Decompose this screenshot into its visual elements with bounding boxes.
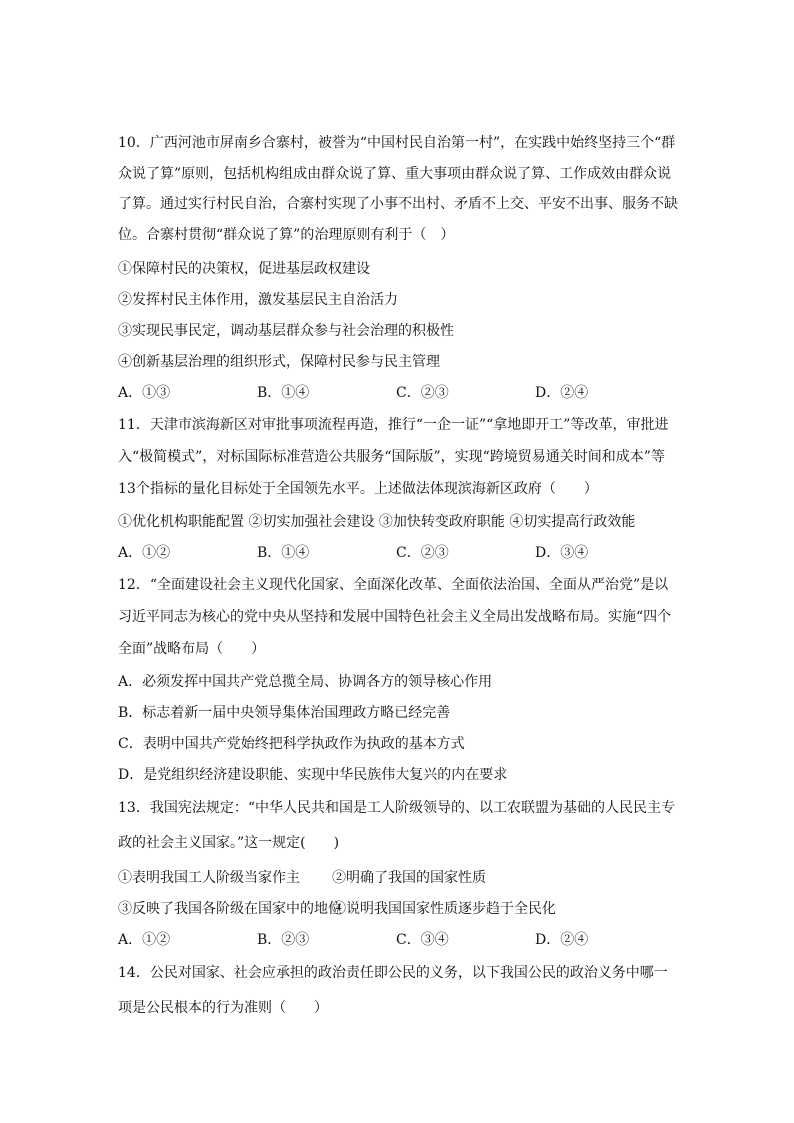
question-12-option-d: D．是党组织经济建设职能、实现中华民族伟大复兴的内在要求 [118,767,508,783]
question-13-choices [118,925,678,956]
choice-d: D．②④ [535,385,589,401]
question-13-item-4: ④说明我国国家性质逐步趋于全民化 [332,901,556,917]
choice-d: D．③④ [535,545,589,561]
choice-a: A．①② [118,545,171,561]
question-13-stem: 13．我国宪法规定：“中华人民共和国是工人阶级领导的、以工农联盟为基础的人民民主专政的社会主义国家。”这一规定( ) [118,800,675,851]
question-10-item-2: ②发挥村民主体作用，激发基层民主自治活力 [118,292,398,308]
question-13-item-1: ①表明我国工人阶级当家作主 [118,870,300,886]
question-10-choices [118,378,678,409]
question-13 [118,791,678,956]
question-11-items: ①优化机构职能配置 ②切实加强社会建设 ③加快转变政府职能 ④切实提高行政效能 [118,514,636,530]
choice-a: A．①② [118,932,171,948]
choice-a: A．①③ [118,385,171,401]
question-10-stem: 10．广西河池市屏南乡合寨村，被誉为“中国村民自治第一村”，在实践中始终坚持三个“群众说了算”原则，包括机构组成由群众说了算、重大事项由群众说了算、工作成效由群众说了算。通过实行村民自治，合寨村实现了小事不出村、矛盾不上交、平安不出事、服务不缺位。合寨村贯彻“群众说了算”的治理原则有利于（ ） [118,135,678,243]
question-12 [118,569,678,791]
question-10-item-3: ③实现民事民定，调动基层群众参与社会治理的积极性 [118,323,454,339]
question-11 [118,409,678,569]
question-12-option-c: C．表明中国共产党始终把科学执政作为执政的基本方式 [118,736,465,752]
question-14-stem: 14．公民对国家、社会应承担的政治责任即公民的义务，以下我国公民的政治义务中哪一项是公民根本的行为准则（ ） [118,965,668,1016]
question-12-stem: 12．“全面建设社会主义现代化国家、全面深化改革、全面依法治国、全面从严治党”是以习近平同志为核心的党中央从坚持和发展中国特色社会主义全局出发战略布局。实施“四个全面”战略布局（ ） [118,577,672,657]
question-10-item-4: ④创新基层治理的组织形式，保障村民参与民主管理 [118,354,440,370]
choice-d: D．②④ [535,932,589,948]
question-13-item-2: ②明确了我国的国家性质 [332,870,486,886]
question-13-item-3: ③反映了我国各阶级在国家中的地位 [118,901,342,917]
question-11-stem: 11．天津市滨海新区对审批事项流程再造，推行“一企一证”“拿地即开工”等改革，审批进入“极简模式”，对标国际标准营造公共服务“国际版”，实现“跨境贸易通关时间和成本”等13个指标的量化目标处于全国领先水平。上述做法体现滨海新区政府（ ） [118,417,669,497]
choice-b: B．②③ [257,932,310,948]
question-12-option-a: A．必须发挥中国共产党总揽全局、协调各方的领导核心作用 [118,674,493,690]
question-10 [118,128,678,409]
choice-c: C．②③ [396,385,449,401]
question-14 [118,956,678,1026]
question-13-items-row-1 [118,863,678,894]
question-13-items-row-2 [118,894,678,925]
question-11-choices [118,538,678,569]
question-12-option-b: B．标志着新一届中央领导集体治国理政方略已经完善 [118,705,451,721]
choice-b: B．①④ [257,385,310,401]
choice-b: B．①④ [257,545,310,561]
choice-c: C．②③ [396,545,449,561]
question-10-item-1: ①保障村民的决策权，促进基层政权建设 [118,261,370,277]
question-list [118,128,678,1026]
choice-c: C．③④ [396,932,449,948]
